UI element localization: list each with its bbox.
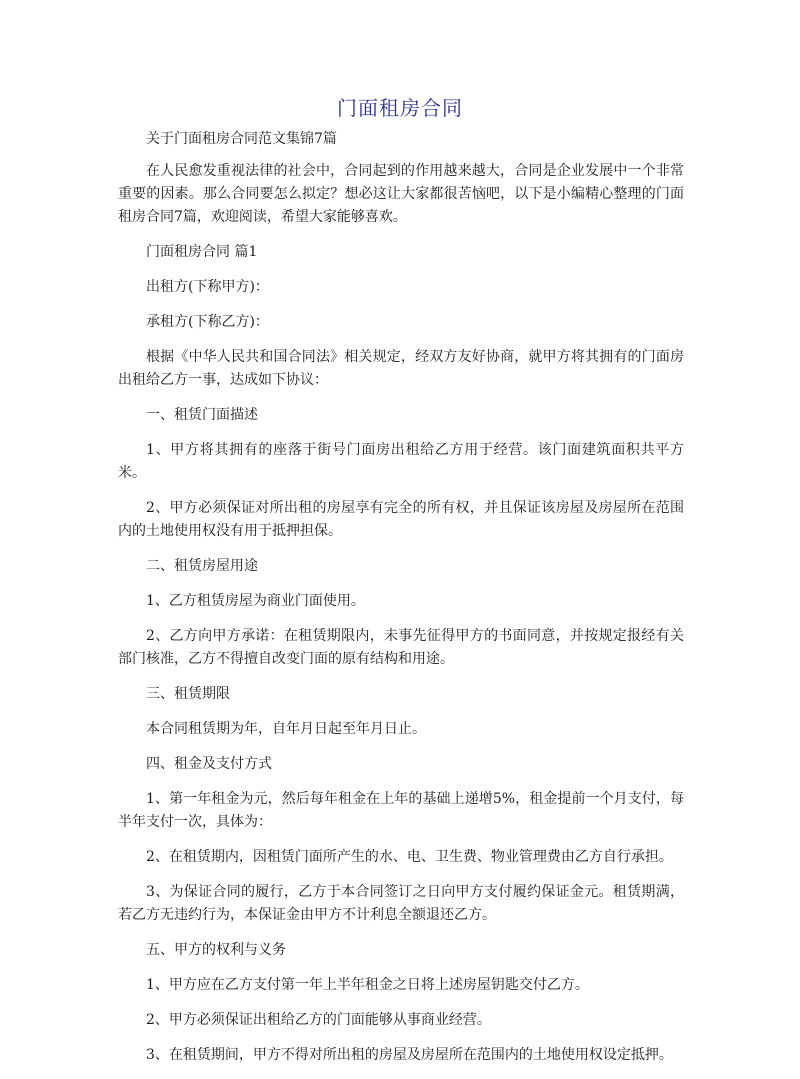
clause-item: 1、甲方应在乙方支付第一年上半年租金之日将上述房屋钥匙交付乙方。 — [146, 977, 589, 993]
clause-item: 2、甲方必须保证出租给乙方的门面能够从事商业经营。 — [146, 1012, 491, 1028]
clause-heading: 一、租赁门面描述 — [146, 407, 258, 423]
clause-heading: 五、甲方的权利与义务 — [146, 942, 286, 958]
section-heading: 门面租房合同 篇1 — [146, 244, 258, 260]
clause-item: 2、甲方必须保证对所出租的房屋享有完全的所有权，并且保证该房屋及房屋所在范围内的土地使用权没有用于抵押担保。 — [118, 500, 684, 539]
clause-item: 1、甲方将其拥有的座落于街号门面房出租给乙方用于经营。该门面建筑面积共平方米。 — [118, 442, 684, 481]
clause-heading: 三、租赁期限 — [146, 686, 230, 702]
paragraph: 根据《中华人民共和国合同法》相关规定，经双方友好协商，就甲方将其拥有的门面房出租给乙方一事，达成如下协议： — [118, 349, 684, 388]
clause-item: 2、在租赁期内，因租赁门面所产生的水、电、卫生费、物业管理费由乙方自行承担。 — [146, 849, 673, 865]
clause-heading: 二、租赁房屋用途 — [146, 558, 258, 574]
clause-heading: 四、租金及支付方式 — [146, 756, 272, 772]
document-title: 门面租房合同 — [337, 96, 463, 120]
clause-item: 3、在租赁期间，甲方不得对所出租的房屋及房屋所在范围内的土地使用权设定抵押。 — [146, 1047, 673, 1063]
intro-paragraph: 在人民愈发重视法律的社会中，合同起到的作用越来越大，合同是企业发展中一个非常重要的因素。那么合同要怎么拟定？想必这让大家都很苦恼吧，以下是小编精心整理的门面租房合同7篇，欢迎阅读，希望大家能够喜欢。 — [118, 163, 684, 225]
document-body — [118, 128, 684, 1079]
party-lessor: 出租方(下称甲方)： — [146, 279, 269, 295]
party-lessee: 承租方(下称乙方)： — [146, 314, 269, 330]
clause-item: 本合同租赁期为年，自年月日起至年月日止。 — [146, 721, 426, 737]
clause-item: 3、为保证合同的履行，乙方于本合同签订之日向甲方支付履约保证金元。租赁期满，若乙方无违约行为，本保证金由甲方不计利息全额退还乙方。 — [118, 884, 684, 923]
clause-item: 2、乙方向甲方承诺：在租赁期限内，未事先征得甲方的书面同意，并按规定报经有关部门核准，乙方不得擅自改变门面的原有结构和用途。 — [118, 628, 684, 667]
clause-item: 1、第一年租金为元，然后每年租金在上年的基础上递增5%，租金提前一个月支付，每半年支付一次，具体为： — [118, 791, 684, 830]
clause-item: 1、乙方租赁房屋为商业门面使用。 — [146, 593, 365, 609]
subtitle: 关于门面租房合同范文集锦7篇 — [146, 131, 337, 147]
